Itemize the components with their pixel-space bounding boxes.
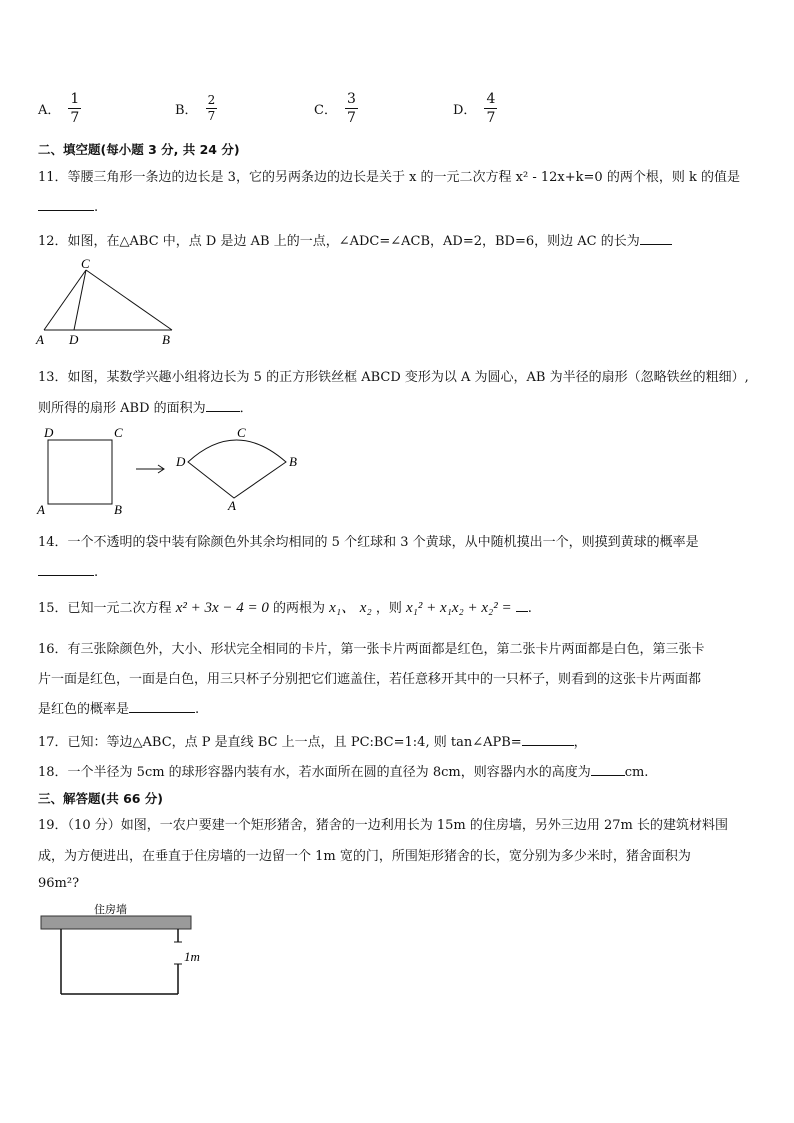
question-16-line-2: 片一面是红色，一面是白色，用三只杯子分别把它们遮盖住，若任意移开其中的一只杯子，则看到的这张卡片两面都 [38,672,702,687]
option-d-numerator: 4 [486,90,496,107]
triangle-label-c: C [81,256,90,271]
option-c [314,88,358,128]
section-heading-solutions: 三、解答题(共 66 分) [38,791,164,806]
question-11-answer-line [38,198,98,215]
question-15-middle: 的两根为 [273,601,326,616]
question-12-prompt: 12．如图，在△ABC 中，点 D 是边 AB 上的一点，∠ADC=∠ACB，AD=2，BD=6，则边 AC 的长为 [38,234,640,249]
option-b [175,88,217,128]
triangle-label-b: B [162,332,170,347]
question-17-text [38,731,587,750]
sector-label-b: B [289,454,297,469]
option-b-numerator: 2 [207,92,216,107]
section-heading-fill-blank: 二、填空题(每小题 3 分, 共 24 分) [38,142,240,157]
door-width-label: 1m [184,949,200,964]
sector-label-c: C [237,425,246,440]
question-16-blank [129,700,195,713]
option-a [38,88,81,128]
question-19-line-2: 成，为方便进出，在垂直于住房墙的一边留一个 1m 宽的门，所围矩形猪舍的长，宽分别为多少米时，猪舍面积为 [38,849,691,864]
triangle-label-a: A [36,332,44,347]
question-11-tail: . [94,200,99,215]
question-16-line-1: 16．有三张除颜色外，大小、形状完全相同的卡片，第一张卡片两面都是红色，第二张卡片两面都是白色，第三张卡 [38,642,705,657]
option-a-numerator: 1 [70,90,80,107]
option-c-fraction [345,90,358,127]
question-13-prompt: 则所得的扇形 ABD 的面积为 [38,401,206,416]
option-c-label: C． [314,102,337,118]
option-a-label: A． [38,102,61,118]
question-15-expression: x₁² + x₁x₂ + x₂² = [405,600,512,616]
square-label-d: D [44,425,54,440]
question-15-equation: x² + 3x − 4 = 0 [175,600,269,616]
question-15-blank [516,599,528,612]
question-17-blank [522,733,574,746]
option-c-denominator: 7 [346,109,356,126]
question-12-blank [640,232,672,245]
question-17-tail: ， [573,735,587,750]
question-18-blank [591,763,625,776]
square-label-b: B [114,502,122,517]
question-15-prefix: 15．已知一元二次方程 [38,601,172,616]
question-11-text: 11．等腰三角形一条边的边长是 3，它的另两条边的边长是关于 x 的一元二次方程 x² - 12x+k=0 的两个根，则 k 的值是 [38,170,740,185]
question-13-line-1: 13．如图，某数学兴趣小组将边长为 5 的正方形铁丝框 ABCD 变形为以 A 为圆心，AB 为半径的扇形（忽略铁丝的粗细）, [38,370,749,385]
wall-label: 住房墙 [94,903,127,916]
question-15-roots: x₁、 x₂ [329,600,372,616]
question-16-line-3 [38,698,199,717]
house-wall [41,916,191,929]
option-d-denominator: 7 [486,109,496,126]
option-d-label: D． [453,102,477,118]
arrow-icon [136,465,164,473]
question-15-text [38,596,532,617]
option-c-numerator: 3 [346,90,356,107]
question-14-tail: . [94,565,99,580]
sector-label-d: D [176,454,186,469]
option-a-fraction [68,90,81,127]
pig-pen-figure [38,900,208,1000]
question-19-line-1: 19．（10 分）如图，一农户要建一个矩形猪舍，猪舍的一边利用长为 15m 的住房墙，另外三边用 27m 长的建筑材料围 [38,818,728,833]
question-19-line-3: 96m²? [38,876,80,891]
sector-label-a: A [228,498,236,513]
square-label-c: C [114,425,123,440]
question-14-blank [38,563,94,576]
question-18-prompt: 18．一个半径为 5cm 的球形容器内装有水，若水面所在圆的直径为 8cm，则容器内水的高度为 [38,765,591,780]
question-14-answer-line [38,563,98,580]
option-a-denominator: 7 [70,109,80,126]
question-16-prompt: 是红色的概率是 [38,702,130,717]
option-b-label: B． [175,102,198,118]
option-b-fraction [206,93,218,124]
option-b-denominator: 7 [207,108,216,123]
triangle-abc-figure [34,256,184,348]
question-14-text: 14．一个不透明的袋中装有除颜色外其余均相同的 5 个红球和 3 个黄球，从中随机摸出一个，则摸到黄球的概率是 [38,535,699,550]
square-label-a: A [37,502,45,517]
triangle-label-d: D [69,332,79,347]
square-to-sector-figure [34,422,324,518]
question-18-text [38,761,648,780]
question-15-middle2: ，则 [375,601,402,616]
question-11-blank [38,198,94,211]
question-13-tail: ． [239,401,253,416]
question-15-tail: . [527,601,532,616]
question-17-prompt: 17．已知：等边△ABC，点 P 是直线 BC 上一点，且 PC:BC=1:4, 则 tan∠APB= [38,735,522,750]
question-13-line-2 [38,397,253,416]
question-13-blank [206,399,240,412]
question-16-tail: . [195,702,200,717]
option-d [453,88,497,128]
question-12-text [38,230,672,249]
question-18-tail: cm. [624,765,649,780]
option-d-fraction [484,90,497,127]
